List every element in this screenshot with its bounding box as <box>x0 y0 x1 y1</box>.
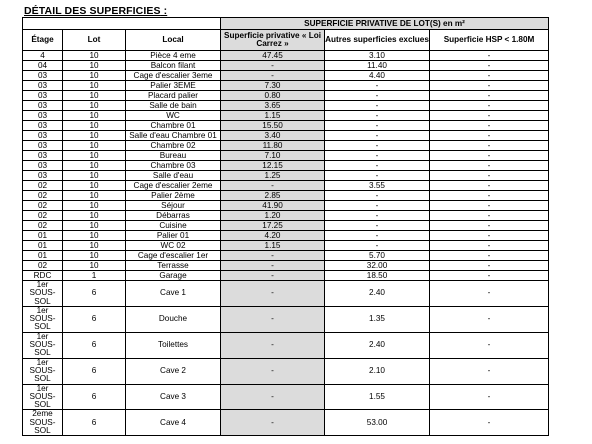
cell-lot: 10 <box>63 171 126 181</box>
cell-etage: 02 <box>23 221 63 231</box>
table-row <box>23 111 549 121</box>
cell-exclues: - <box>325 191 430 201</box>
table-row <box>23 281 549 307</box>
cell-etage <box>23 281 63 307</box>
cell-local: WC <box>126 111 221 121</box>
cell-carrez: 4.20 <box>221 231 325 241</box>
cell-carrez: 17.25 <box>221 221 325 231</box>
cell-lot: 6 <box>63 384 126 410</box>
cell-exclues: 2.40 <box>325 281 430 307</box>
cell-hsp: - <box>430 251 549 261</box>
cell-hsp: - <box>430 91 549 101</box>
cell-lot: 10 <box>63 201 126 211</box>
cell-lot: 10 <box>63 141 126 151</box>
column-header-local: Local <box>126 30 221 51</box>
cell-hsp: - <box>430 211 549 221</box>
cell-exclues: 53.00 <box>325 410 430 436</box>
cell-local: Cage d'escalier 1er <box>126 251 221 261</box>
cell-exclues: 1.35 <box>325 306 430 332</box>
cell-local: WC 02 <box>126 241 221 251</box>
cell-exclues: - <box>325 131 430 141</box>
cell-hsp: - <box>430 71 549 81</box>
cell-local: Palier 3EME <box>126 81 221 91</box>
cell-hsp: - <box>430 241 549 251</box>
cell-local: Salle d'eau Chambre 01 <box>126 131 221 141</box>
cell-local: Cave 1 <box>126 281 221 307</box>
cell-local: Cave 4 <box>126 410 221 436</box>
cell-etage: 02 <box>23 191 63 201</box>
cell-etage: 03 <box>23 111 63 121</box>
cell-lot: 10 <box>63 181 126 191</box>
cell-lot: 10 <box>63 131 126 141</box>
cell-local: Cave 2 <box>126 358 221 384</box>
cell-etage: 03 <box>23 131 63 141</box>
etage-line1: 2eme <box>32 409 53 419</box>
cell-local: Balcon filant <box>126 61 221 71</box>
etage-line2: SOUS-SOL <box>29 340 56 358</box>
table-row <box>23 221 549 231</box>
cell-lot: 10 <box>63 191 126 201</box>
cell-local: Cuisine <box>126 221 221 231</box>
cell-etage <box>23 306 63 332</box>
cell-exclues: - <box>325 201 430 211</box>
cell-carrez: - <box>221 271 325 281</box>
cell-hsp: - <box>430 261 549 271</box>
cell-local: Toilettes <box>126 332 221 358</box>
cell-etage: 01 <box>23 251 63 261</box>
cell-etage: 02 <box>23 201 63 211</box>
cell-hsp: - <box>430 201 549 211</box>
cell-local: Terrasse <box>126 261 221 271</box>
cell-etage: 03 <box>23 161 63 171</box>
table-row <box>23 51 549 61</box>
table-row <box>23 151 549 161</box>
cell-etage: 02 <box>23 261 63 271</box>
cell-local: Chambre 03 <box>126 161 221 171</box>
cell-local: Palier 01 <box>126 231 221 241</box>
cell-carrez: 12.15 <box>221 161 325 171</box>
cell-exclues: - <box>325 81 430 91</box>
cell-local: Chambre 02 <box>126 141 221 151</box>
cell-exclues: - <box>325 141 430 151</box>
cell-hsp: - <box>430 181 549 191</box>
cell-exclues: 32.00 <box>325 261 430 271</box>
cell-etage <box>23 332 63 358</box>
etage-line1: 1er <box>36 306 49 315</box>
cell-carrez: 11.80 <box>221 141 325 151</box>
cell-hsp: - <box>430 171 549 181</box>
cell-lot: 10 <box>63 221 126 231</box>
cell-carrez: 0.80 <box>221 91 325 101</box>
cell-exclues: 11.40 <box>325 61 430 71</box>
cell-carrez: 3.40 <box>221 131 325 141</box>
cell-local: Douche <box>126 306 221 332</box>
cell-carrez: 41.90 <box>221 201 325 211</box>
cell-hsp: - <box>430 131 549 141</box>
etage-line2: SOUS-SOL <box>29 417 56 436</box>
section-title-text: DÉTAIL DES SUPERFICIES <box>24 5 161 17</box>
cell-carrez: 1.25 <box>221 171 325 181</box>
cell-hsp: - <box>430 410 549 436</box>
surface-table <box>22 17 549 436</box>
cell-etage: 03 <box>23 121 63 131</box>
cell-exclues: - <box>325 101 430 111</box>
etage-line1: 1er <box>36 384 49 393</box>
cell-carrez: 2.85 <box>221 191 325 201</box>
cell-etage: 03 <box>23 71 63 81</box>
cell-local: Débarras <box>126 211 221 221</box>
column-header-exclues: Autres superficies exclues <box>325 30 430 51</box>
cell-exclues: - <box>325 171 430 181</box>
cell-local: Chambre 01 <box>126 121 221 131</box>
table-row <box>23 306 549 332</box>
etage-line1: 1er <box>36 332 49 341</box>
table-row <box>23 161 549 171</box>
cell-lot: 10 <box>63 261 126 271</box>
table-row <box>23 141 549 151</box>
column-header-carrez: Superficie privative « Loi Carrez » <box>221 30 325 51</box>
table-row <box>23 332 549 358</box>
cell-etage <box>23 384 63 410</box>
cell-carrez: - <box>221 251 325 261</box>
cell-local: Cage d'escalier 3eme <box>126 71 221 81</box>
etage-line1: 1er <box>36 280 49 289</box>
cell-exclues: - <box>325 211 430 221</box>
cell-lot: 10 <box>63 211 126 221</box>
cell-lot: 10 <box>63 121 126 131</box>
cell-hsp: - <box>430 151 549 161</box>
cell-exclues: - <box>325 221 430 231</box>
header-blank <box>23 18 221 30</box>
cell-etage: 4 <box>23 51 63 61</box>
cell-exclues: - <box>325 161 430 171</box>
cell-etage: 03 <box>23 101 63 111</box>
table-row <box>23 121 549 131</box>
cell-hsp: - <box>430 161 549 171</box>
cell-hsp: - <box>430 221 549 231</box>
cell-carrez: - <box>221 281 325 307</box>
cell-etage: 03 <box>23 91 63 101</box>
cell-hsp: - <box>430 281 549 307</box>
cell-hsp: - <box>430 271 549 281</box>
cell-exclues: - <box>325 231 430 241</box>
cell-carrez: - <box>221 358 325 384</box>
table-row <box>23 101 549 111</box>
cell-carrez: 1.15 <box>221 111 325 121</box>
group-header: SUPERFICIE PRIVATIVE DE LOT(S) en m² <box>221 18 549 30</box>
table-row <box>23 201 549 211</box>
etage-line2: SOUS-SOL <box>29 391 56 410</box>
cell-etage: 03 <box>23 151 63 161</box>
cell-local: Palier 2ème <box>126 191 221 201</box>
cell-exclues: 1.55 <box>325 384 430 410</box>
cell-hsp: - <box>430 101 549 111</box>
cell-hsp: - <box>430 141 549 151</box>
etage-line2: SOUS-SOL <box>29 288 56 306</box>
cell-carrez: - <box>221 71 325 81</box>
table-row <box>23 191 549 201</box>
table-row <box>23 71 549 81</box>
table-row <box>23 211 549 221</box>
section-title <box>24 5 167 17</box>
cell-hsp: - <box>430 81 549 91</box>
cell-carrez: - <box>221 181 325 191</box>
cell-carrez: - <box>221 384 325 410</box>
cell-etage <box>23 358 63 384</box>
cell-lot: 10 <box>63 111 126 121</box>
cell-lot: 10 <box>63 51 126 61</box>
cell-carrez: - <box>221 410 325 436</box>
section-title-suffix: : <box>160 5 168 17</box>
cell-hsp: - <box>430 111 549 121</box>
cell-etage: 01 <box>23 241 63 251</box>
cell-local: Salle de bain <box>126 101 221 111</box>
table-row <box>23 131 549 141</box>
table-row <box>23 61 549 71</box>
cell-exclues: - <box>325 151 430 161</box>
cell-local: Placard palier <box>126 91 221 101</box>
cell-hsp: - <box>430 384 549 410</box>
etage-line2: SOUS-SOL <box>29 365 56 384</box>
cell-etage: 01 <box>23 231 63 241</box>
cell-etage: RDC <box>23 271 63 281</box>
table-row <box>23 91 549 101</box>
cell-carrez: 15.50 <box>221 121 325 131</box>
cell-carrez: - <box>221 61 325 71</box>
cell-carrez: - <box>221 306 325 332</box>
cell-lot: 10 <box>63 161 126 171</box>
cell-hsp: - <box>430 358 549 384</box>
cell-exclues: 4.40 <box>325 71 430 81</box>
cell-carrez: - <box>221 332 325 358</box>
cell-carrez: 7.10 <box>221 151 325 161</box>
cell-hsp: - <box>430 51 549 61</box>
cell-etage <box>23 410 63 436</box>
table-row <box>23 410 549 436</box>
cell-exclues: 18.50 <box>325 271 430 281</box>
cell-lot: 6 <box>63 358 126 384</box>
table-row <box>23 261 549 271</box>
cell-local: Salle d'eau <box>126 171 221 181</box>
cell-etage: 03 <box>23 81 63 91</box>
table-row <box>23 251 549 261</box>
cell-lot: 10 <box>63 101 126 111</box>
cell-exclues: - <box>325 241 430 251</box>
cell-etage: 02 <box>23 211 63 221</box>
table-row <box>23 384 549 410</box>
cell-hsp: - <box>430 191 549 201</box>
cell-hsp: - <box>430 332 549 358</box>
cell-exclues: - <box>325 91 430 101</box>
cell-exclues: 3.55 <box>325 181 430 191</box>
table-row <box>23 181 549 191</box>
cell-hsp: - <box>430 61 549 71</box>
table-row <box>23 171 549 181</box>
cell-local: Cage d'escalier 2eme <box>126 181 221 191</box>
column-header-lot: Lot <box>63 30 126 51</box>
table-row <box>23 241 549 251</box>
cell-lot: 6 <box>63 410 126 436</box>
table-row <box>23 231 549 241</box>
cell-lot: 10 <box>63 251 126 261</box>
etage-line2: SOUS-SOL <box>29 314 56 332</box>
table-row <box>23 271 549 281</box>
column-header-etage: Étage <box>23 30 63 51</box>
cell-hsp: - <box>430 231 549 241</box>
cell-hsp: - <box>430 306 549 332</box>
cell-lot: 10 <box>63 151 126 161</box>
cell-lot: 6 <box>63 281 126 307</box>
cell-local: Garage <box>126 271 221 281</box>
cell-exclues: 3.10 <box>325 51 430 61</box>
cell-exclues: - <box>325 111 430 121</box>
cell-etage: 04 <box>23 61 63 71</box>
cell-lot: 10 <box>63 241 126 251</box>
cell-local: Séjour <box>126 201 221 211</box>
table-row <box>23 358 549 384</box>
cell-exclues: 2.10 <box>325 358 430 384</box>
cell-carrez: 7.30 <box>221 81 325 91</box>
cell-exclues: - <box>325 121 430 131</box>
column-header-hsp: Superficie HSP < 1.80M <box>430 30 549 51</box>
cell-carrez: 1.20 <box>221 211 325 221</box>
cell-lot: 10 <box>63 71 126 81</box>
cell-lot: 10 <box>63 61 126 71</box>
cell-carrez: 1.15 <box>221 241 325 251</box>
cell-lot: 10 <box>63 81 126 91</box>
cell-exclues: 2.40 <box>325 332 430 358</box>
table-body <box>23 51 549 436</box>
cell-lot: 10 <box>63 91 126 101</box>
cell-lot: 6 <box>63 332 126 358</box>
etage-line1: 1er <box>36 358 49 367</box>
cell-carrez: 47.45 <box>221 51 325 61</box>
cell-local: Pièce 4 eme <box>126 51 221 61</box>
cell-exclues: 5.70 <box>325 251 430 261</box>
cell-lot: 10 <box>63 231 126 241</box>
cell-carrez: - <box>221 261 325 271</box>
cell-hsp: - <box>430 121 549 131</box>
cell-etage: 03 <box>23 171 63 181</box>
cell-etage: 02 <box>23 181 63 191</box>
cell-carrez: 3.65 <box>221 101 325 111</box>
cell-lot: 6 <box>63 306 126 332</box>
table-row <box>23 81 549 91</box>
cell-local: Cave 3 <box>126 384 221 410</box>
cell-local: Bureau <box>126 151 221 161</box>
cell-etage: 03 <box>23 141 63 151</box>
cell-lot: 1 <box>63 271 126 281</box>
